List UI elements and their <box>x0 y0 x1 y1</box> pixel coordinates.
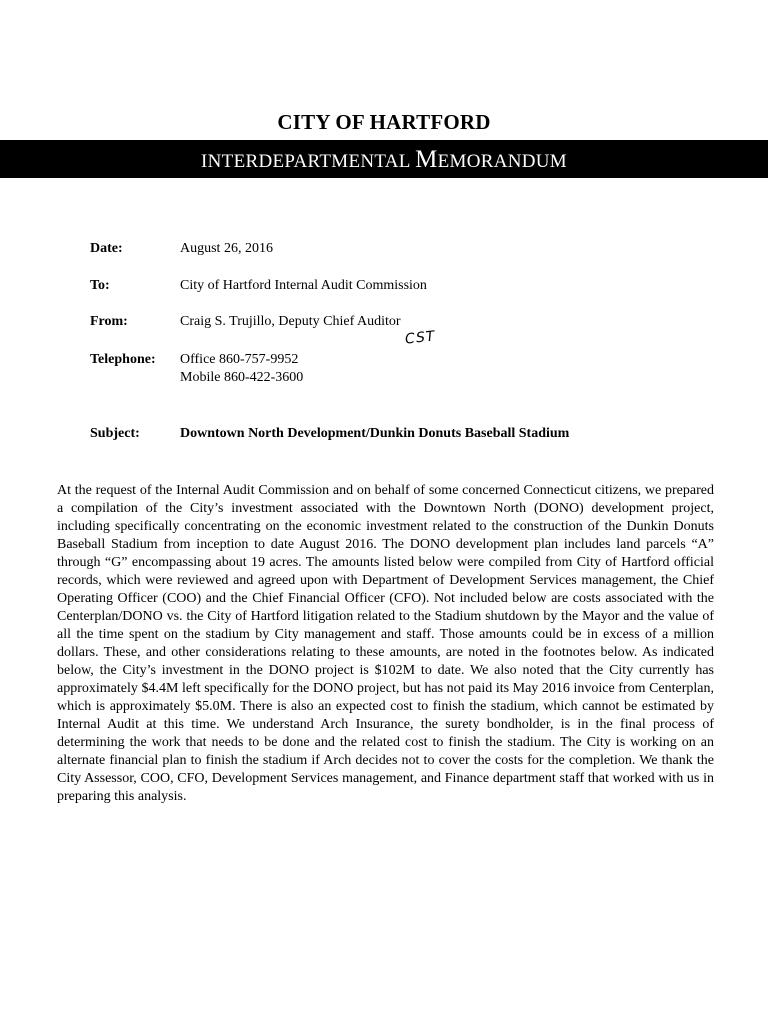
memo-body-paragraph: At the request of the Internal Audit Commission and on behalf of some concerned Connecticut citizens, we prepared a compilation of the City’s investment associated with the Downtown North (DONO) development project, including specifically concentrating on the economic investment related to the construction of the Dunkin Donuts Baseball Stadium from inception to date August 2016. The DONO development plan includes land parcels “A” through “G” encompassing about 19 acres. The amounts listed below were compiled from City of Hartford official records, which were reviewed and agreed upon with Department of Development Services management, the Chief Operating Officer (COO) and the Chief Financial Officer (CFO). Not included below are costs associated with the Centerplan/DONO vs. the City of Hartford litigation related to the Stadium shutdown by the Mayor and the value of all the time spent on the stadium by City management and staff. Those amounts could be in excess of a million dollars. These, and other considerations relating to these amounts, are noted in the footnotes below. As indicated below, the City’s investment in the DONO project is $102M to date. We also noted that the City currently has approximately $4.4M left specifically for the DONO project, but has not paid its May 2016 invoice from Centerplan, which is approximately $5.0M. There is also an expected cost to finish the stadium, which cannot be estimated by Internal Audit at this time. We understand Arch Insurance, the surety bondholder, is in the final process of determining the work that needs to be done and the related cost to finish the stadium. The City is working on an alternate financial plan to finish the stadium if Arch decides not to cover the costs for the completion. We thank the City Assessor, COO, CFO, Development Services management, and Finance department staff that worked with us in preparing this analysis. <box>57 483 714 804</box>
telephone-mobile: Mobile 860-422-3600 <box>180 370 304 385</box>
subject-label: Subject: <box>90 426 140 441</box>
to-value: City of Hartford Internal Audit Commission <box>180 278 427 293</box>
telephone-label: Telephone: <box>90 352 156 367</box>
handwritten-initials: CST <box>404 328 437 348</box>
date-value: August 26, 2016 <box>180 241 273 256</box>
telephone-office: Office 860-757-9952 <box>180 352 299 367</box>
organization-title: CITY OF HARTFORD <box>277 110 491 134</box>
subject-value: Downtown North Development/Dunkin Donuts Baseball Stadium <box>180 426 570 441</box>
memo-type-big-letter: M <box>415 146 438 173</box>
memo-type-rest: EMORANDUM <box>437 151 567 172</box>
from-value: Craig S. Trujillo, Deputy Chief Auditor <box>180 314 401 329</box>
memo-type-banner <box>0 140 768 178</box>
date-label: Date: <box>90 241 123 256</box>
to-label: To: <box>90 278 110 293</box>
from-label: From: <box>90 314 128 329</box>
telephone-value <box>180 351 700 387</box>
memo-type-prefix: INTERDEPARTMENTAL <box>201 151 416 172</box>
